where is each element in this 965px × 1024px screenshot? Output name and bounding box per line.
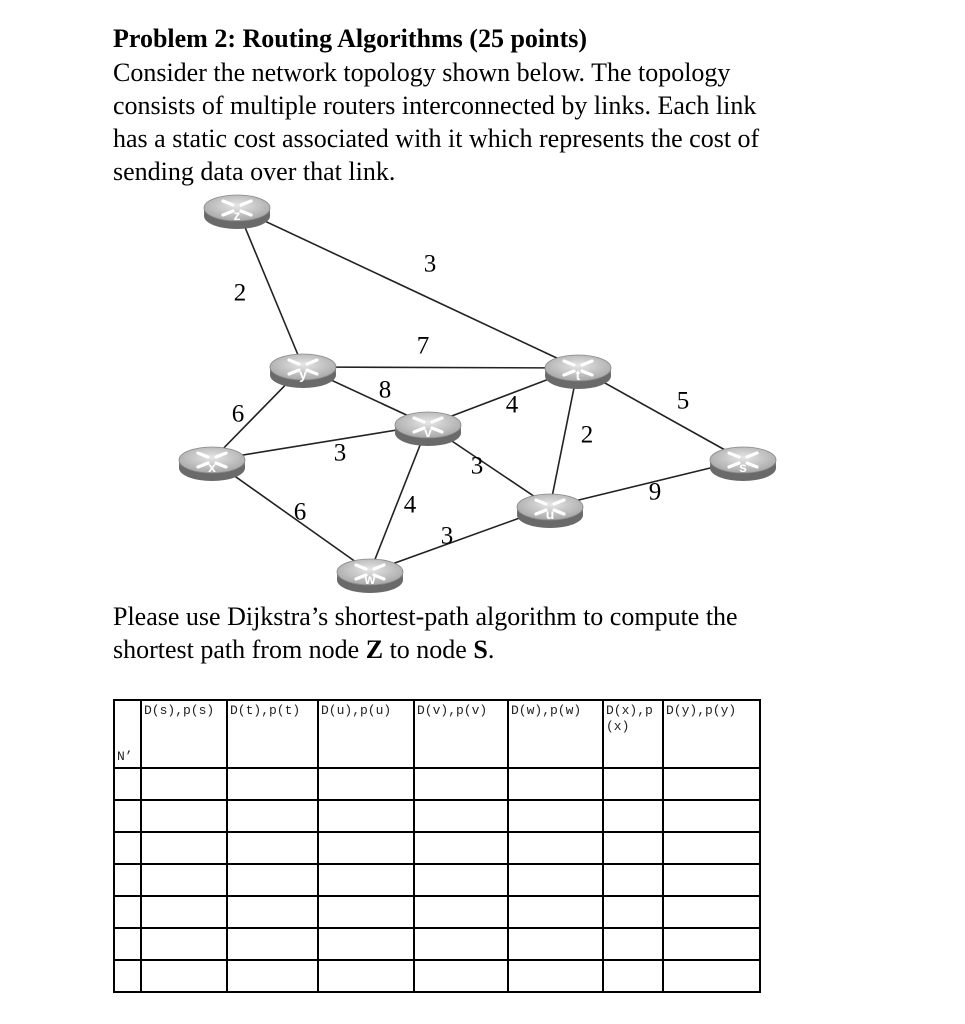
answer-cell[interactable] bbox=[141, 928, 227, 960]
answer-cell[interactable] bbox=[414, 832, 508, 864]
answer-cell[interactable] bbox=[227, 832, 318, 864]
instruction-text bbox=[113, 600, 738, 666]
router-label: t bbox=[575, 367, 581, 383]
answer-cell[interactable] bbox=[114, 768, 141, 800]
answer-cell[interactable] bbox=[663, 928, 760, 960]
answer-cell[interactable] bbox=[414, 800, 508, 832]
table-row bbox=[114, 800, 760, 832]
answer-cell[interactable] bbox=[318, 768, 414, 800]
answer-cell[interactable] bbox=[508, 896, 603, 928]
link-cost-t-v: 4 bbox=[505, 391, 519, 419]
instruction-segment: shortest path from node bbox=[113, 635, 366, 664]
answer-cell[interactable] bbox=[114, 896, 141, 928]
answer-cell[interactable] bbox=[114, 800, 141, 832]
header-du: D(u),p(u) bbox=[318, 700, 414, 768]
answer-cell[interactable] bbox=[141, 896, 227, 928]
answer-cell[interactable] bbox=[414, 896, 508, 928]
router-v bbox=[395, 412, 461, 446]
answer-cell[interactable] bbox=[603, 800, 663, 832]
answer-cell[interactable] bbox=[508, 864, 603, 896]
link-cost-x-w: 6 bbox=[293, 498, 307, 526]
answer-cell[interactable] bbox=[508, 832, 603, 864]
link-cost-v-u: 3 bbox=[470, 452, 484, 480]
link-cost-v-w: 4 bbox=[403, 491, 417, 519]
link-cost-t-s: 5 bbox=[676, 387, 690, 415]
answer-cell[interactable] bbox=[508, 800, 603, 832]
router-label: z bbox=[233, 207, 241, 223]
table-row bbox=[114, 832, 760, 864]
answer-cell[interactable] bbox=[603, 928, 663, 960]
answer-cell[interactable] bbox=[227, 896, 318, 928]
answer-cell[interactable] bbox=[141, 768, 227, 800]
answer-cell[interactable] bbox=[414, 768, 508, 800]
table-row bbox=[114, 896, 760, 928]
link-cost-y-x: 6 bbox=[231, 400, 245, 428]
answer-cell[interactable] bbox=[141, 800, 227, 832]
table-header-row bbox=[114, 700, 760, 768]
table-row bbox=[114, 864, 760, 896]
destination-node: S bbox=[473, 635, 488, 664]
instruction-line: Please use Dijkstra’s shortest-path algorithm to compute the bbox=[113, 602, 738, 631]
answer-cell[interactable] bbox=[508, 960, 603, 992]
problem-title: Problem 2: Routing Algorithms (25 points) bbox=[113, 24, 588, 53]
instruction-segment: to node bbox=[383, 635, 474, 664]
answer-cell[interactable] bbox=[414, 960, 508, 992]
router-x bbox=[179, 447, 245, 481]
answer-cell[interactable] bbox=[663, 896, 760, 928]
link-cost-z-t: 3 bbox=[423, 250, 437, 278]
answer-cell[interactable] bbox=[663, 768, 760, 800]
answer-cell[interactable] bbox=[227, 928, 318, 960]
header-ds: D(s),p(s) bbox=[141, 700, 227, 768]
router-t bbox=[545, 355, 611, 389]
answer-cell[interactable] bbox=[603, 832, 663, 864]
router-z bbox=[204, 195, 270, 229]
header-dw: D(w),p(w) bbox=[508, 700, 603, 768]
answer-cell[interactable] bbox=[508, 768, 603, 800]
router-y bbox=[270, 354, 336, 388]
answer-cell[interactable] bbox=[227, 864, 318, 896]
answer-cell[interactable] bbox=[318, 960, 414, 992]
router-label: s bbox=[739, 459, 747, 475]
router-label: y bbox=[299, 366, 307, 382]
router-label: x bbox=[208, 459, 216, 475]
answer-cell[interactable] bbox=[318, 832, 414, 864]
answer-cell[interactable] bbox=[414, 928, 508, 960]
answer-cell[interactable] bbox=[318, 864, 414, 896]
header-dt: D(t),p(t) bbox=[227, 700, 318, 768]
router-s bbox=[710, 447, 776, 481]
link-cost-t-u: 2 bbox=[580, 421, 594, 449]
table-row bbox=[114, 928, 760, 960]
intro-line: Consider the network topology shown below. The topology bbox=[113, 58, 731, 87]
instruction-line bbox=[113, 633, 738, 666]
answer-cell[interactable] bbox=[663, 832, 760, 864]
router-label: v bbox=[424, 424, 432, 440]
dijkstra-table bbox=[113, 699, 761, 993]
answer-cell[interactable] bbox=[663, 864, 760, 896]
link-z-t bbox=[237, 208, 578, 368]
answer-cell[interactable] bbox=[603, 768, 663, 800]
answer-cell[interactable] bbox=[227, 800, 318, 832]
header-dv: D(v),p(v) bbox=[414, 700, 508, 768]
answer-cell[interactable] bbox=[141, 960, 227, 992]
link-cost-y-t: 7 bbox=[416, 332, 430, 360]
router-label: w bbox=[364, 571, 376, 587]
answer-cell[interactable] bbox=[227, 768, 318, 800]
answer-cell[interactable] bbox=[414, 864, 508, 896]
answer-cell[interactable] bbox=[318, 896, 414, 928]
link-cost-y-v: 8 bbox=[378, 376, 392, 404]
link-cost-w-u: 3 bbox=[440, 522, 454, 550]
answer-cell[interactable] bbox=[603, 896, 663, 928]
link-v-w bbox=[370, 425, 428, 572]
link-cost-z-y: 2 bbox=[233, 279, 247, 307]
answer-cell[interactable] bbox=[318, 800, 414, 832]
answer-cell[interactable] bbox=[508, 928, 603, 960]
answer-cell[interactable] bbox=[114, 960, 141, 992]
link-cost-u-s: 9 bbox=[648, 478, 662, 506]
answer-cell[interactable] bbox=[114, 864, 141, 896]
router-u bbox=[517, 494, 583, 528]
answer-cell[interactable] bbox=[663, 800, 760, 832]
router-label: u bbox=[545, 506, 555, 522]
header-dy: D(y),p(y) bbox=[663, 700, 760, 768]
answer-cell[interactable] bbox=[318, 928, 414, 960]
intro-line: has a static cost associated with it which represents the cost of bbox=[113, 124, 760, 153]
answer-cell[interactable] bbox=[141, 864, 227, 896]
answer-cell[interactable] bbox=[227, 960, 318, 992]
link-y-t bbox=[303, 367, 578, 368]
header-n-prime: N’ bbox=[114, 700, 141, 768]
answer-cell[interactable] bbox=[141, 832, 227, 864]
table-row bbox=[114, 768, 760, 800]
source-node: Z bbox=[365, 635, 384, 664]
answer-cell[interactable] bbox=[663, 960, 760, 992]
router-w bbox=[337, 559, 403, 593]
answer-cell[interactable] bbox=[114, 832, 141, 864]
intro-line: consists of multiple routers interconnected by links. Each link bbox=[113, 91, 757, 120]
link-z-y bbox=[237, 208, 303, 367]
header-dx: D(x),p(x) bbox=[603, 700, 663, 768]
intro-line: sending data over that link. bbox=[113, 157, 396, 186]
link-cost-x-v: 3 bbox=[333, 439, 347, 467]
answer-cell[interactable] bbox=[603, 960, 663, 992]
table-row bbox=[114, 960, 760, 992]
instruction-segment: . bbox=[487, 635, 495, 664]
answer-cell[interactable] bbox=[114, 928, 141, 960]
answer-cell[interactable] bbox=[603, 864, 663, 896]
